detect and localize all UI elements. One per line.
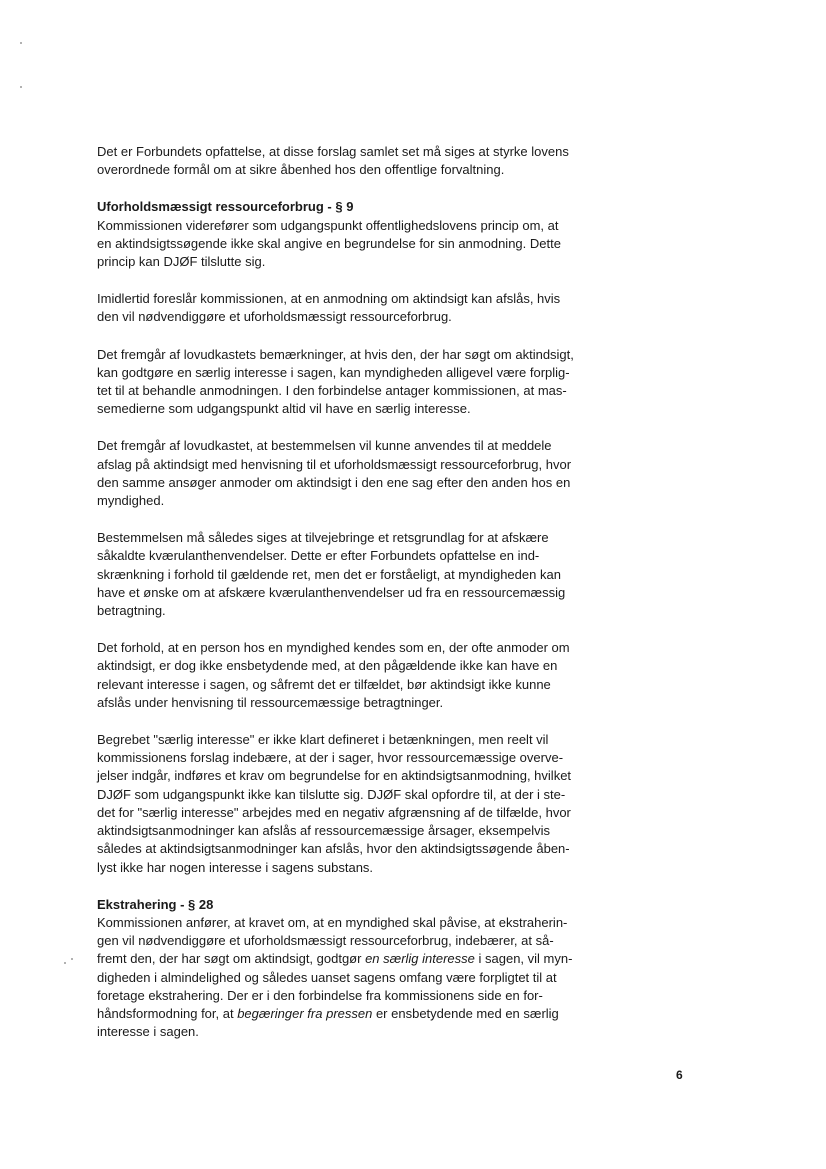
emphasis: en særlig interesse <box>365 951 475 967</box>
scan-speck <box>71 958 73 960</box>
scan-speck <box>20 86 22 88</box>
page-number: 6 <box>676 1068 683 1082</box>
section-resource-consumption <box>97 198 617 271</box>
section-heading: Ekstrahering - § 28 <box>97 896 214 912</box>
paragraph: Kommissionen viderefører som udgangspunkt offentlighedslovens princip om, at en aktindsigtssøgende ikke skal angive en begrundelse for sin anmodning. Dette princip kan DJØF tilslutte sig. <box>97 217 561 270</box>
paragraph: Begrebet "særlig interesse" er ikke klart defineret i betænkningen, men reelt vil kommissionens forslag indebære, at der i sager, hvor ressourcemæssige overve- jelser indgår, indføres et krav om begrundelse for en aktindsigtsanmodning, hvilket DJØF som udgangspunkt ikke kan tilslutte sig. DJØF skal opfordre til, at der i ste- det for "særlig interesse" arbejdes med en negativ afgrænsning af de tilfælde, hvor aktindsigtsanmodninger kan afslås af ressourcemæssige årsager, eksempelvis således at aktindsigtsanmodninger kan afslås, hvor den aktindsigtssøgende åben- lyst ikke har nogen interesse i sagens substans. <box>97 732 572 875</box>
section-extraction <box>97 896 617 1042</box>
paragraph: Imidlertid foreslår kommissionen, at en anmodning om aktindsigt kan afslås, hvis den vil nødvendiggøre et uforholdsmæssigt ressourceforbrug. <box>97 291 561 325</box>
paragraph: Det forhold, at en person hos en myndighed kendes som en, der ofte anmoder om aktindsigt, er dog ikke ensbetydende med, at den pågældende ikke kan have en relevant interesse i sagen, og såfremt det er tilfældet, bør aktindsigt ikke kunne afslås under henvisning til ressourcemæssige betragtninger. <box>97 640 570 710</box>
paragraph: Det fremgår af lovudkastet, at bestemmelsen vil kunne anvendes til at meddele afslag på aktindsigt med henvisning til et uforholdsmæssigt ressourceforbrug, hvor den samme ansøger anmoder om aktindsigt i den ene sag efter den anden hos en myndighed. <box>97 438 572 509</box>
paragraph: Det fremgår af lovudkastets bemærkninger, at hvis den, der har søgt om aktindsigt, kan godtgøre en særlig interesse i sagen, kan myndigheden alligevel være forplig- tet til at behandle anmodningen. I den forbindelse antager kommissionen, at mas- semedierne som udgangspunkt altid vil have en særlig interesse. <box>97 346 574 417</box>
paragraph: Bestemmelsen må således siges at tilvejebringe et retsgrundlag for at afskære såkaldte kværulanthenvendelser. Dette er efter Forbundets opfattelse en ind- skrænkning i forhold til gældende ret, men det er forståeligt, at myndigheden kan have et ønske om at afskære kværulanthenvendelser ud fra en ressourcemæssig betragtning. <box>97 530 566 619</box>
paragraph <box>97 914 617 1041</box>
text-run: er ensbetydende med en særlig interesse i sagen. <box>97 1005 559 1040</box>
section-heading: Uforholdsmæssigt ressourceforbrug - § 9 <box>97 199 354 215</box>
text-run: i sagen, vil myn- digheden i almindelighed og således uanset sagens omfang være forpligtet til at foretage ekstrahering. Der er i den forbindelse fra kommissionens side en for- håndsformodning for, at <box>97 951 573 1021</box>
scan-speck <box>64 962 66 964</box>
scan-speck <box>20 42 22 44</box>
intro-paragraph: Det er Forbundets opfattelse, at disse forslag samlet set må siges at styrke lovens overordnede formål om at sikre åbenhed hos den offentlige forvaltning. <box>97 144 569 178</box>
text-run: Kommissionen anfører, at kravet om, at en myndighed skal påvise, at ekstraherin- gen vil nødvendiggøre et uforholdsmæssigt ressourceforbrug, indebærer, at så- fremt den, der har søgt om aktindsigt, godtgør <box>97 914 568 967</box>
document-body <box>97 143 617 1060</box>
emphasis: begæringer fra pressen <box>237 1005 373 1021</box>
